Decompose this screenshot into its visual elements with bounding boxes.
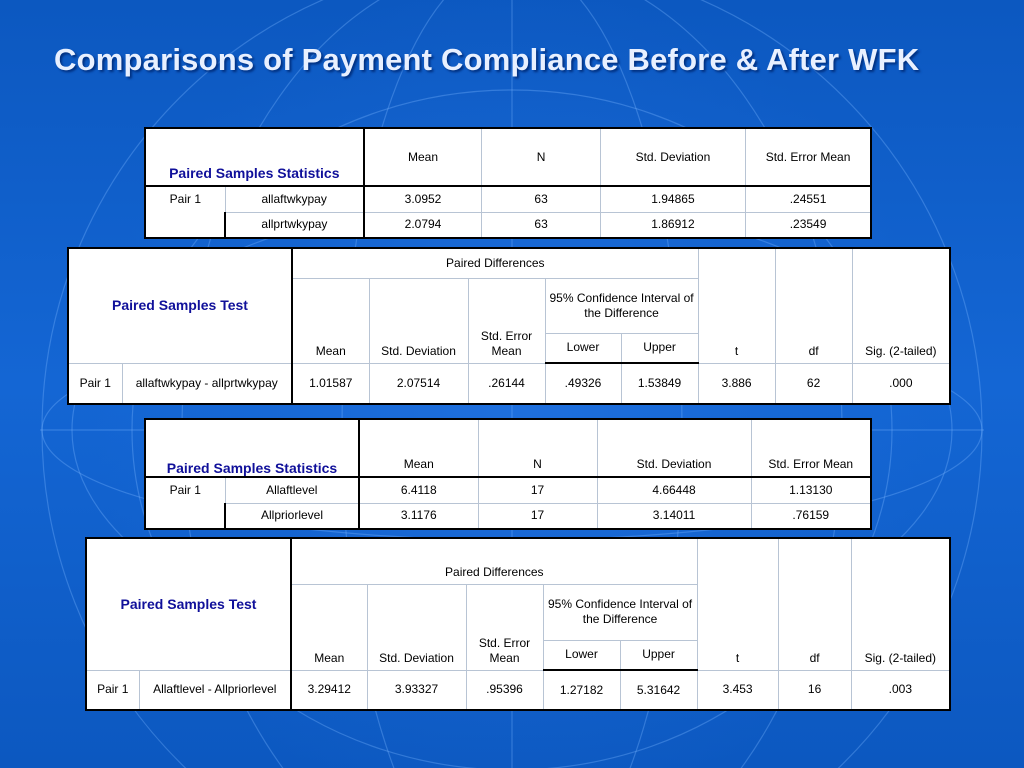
cell-std-error-mean: .95396 (466, 670, 543, 710)
cell-t: 3.453 (697, 670, 778, 710)
col-header-t: t (697, 538, 778, 670)
cell-std-error-mean: 1.13130 (751, 477, 871, 503)
cell-df: 62 (775, 363, 852, 404)
pair-label: Pair 1 (68, 363, 122, 404)
cell-lower: 1.27182 (543, 670, 620, 710)
table-caption: Paired Samples Statistics (145, 128, 364, 186)
table-row (145, 212, 871, 238)
cell-df: 16 (778, 670, 851, 710)
pair-label: Pair 1 (86, 670, 139, 710)
col-header-upper: Upper (621, 333, 698, 363)
col-header-std-deviation: Std. Deviation (367, 584, 466, 670)
group-header-paired-differences: Paired Differences (291, 538, 697, 584)
cell-upper: 1.53849 (621, 363, 698, 404)
paired-samples-test-table-1 (67, 247, 951, 405)
cell-std-error-mean: .24551 (746, 186, 871, 212)
variable-name: allprtwkypay (225, 212, 363, 238)
table-row (145, 186, 871, 212)
col-header-lower: Lower (545, 333, 621, 363)
cell-mean: 3.0952 (364, 186, 482, 212)
cell-std-error-mean: .76159 (751, 503, 871, 529)
cell-sig: .000 (852, 363, 950, 404)
col-header-mean: Mean (291, 584, 367, 670)
col-header-std-deviation: Std. Deviation (600, 128, 745, 186)
table-row (86, 670, 950, 710)
variable-name: allaftwkypay - allprtwkypay (122, 363, 292, 404)
col-header-df: df (775, 248, 852, 363)
col-header-sig: Sig. (2-tailed) (851, 538, 950, 670)
cell-upper: 5.31642 (620, 670, 697, 710)
cell-t: 3.886 (698, 363, 775, 404)
cell-std-error-mean: .23549 (746, 212, 871, 238)
cell-std-deviation: 1.94865 (600, 186, 745, 212)
cell-std-deviation: 1.86912 (600, 212, 745, 238)
col-header-std-error-mean: Std. Error Mean (468, 278, 545, 363)
paired-samples-statistics-table-1 (144, 127, 872, 239)
cell-n: 17 (478, 477, 597, 503)
pair-label-blank (145, 212, 225, 238)
variable-name: Allaftlevel (225, 477, 359, 503)
col-header-df: df (778, 538, 851, 670)
cell-mean: 1.01587 (292, 363, 369, 404)
variable-name: allaftwkypay (225, 186, 363, 212)
group-header-paired-differences: Paired Differences (292, 248, 698, 278)
variable-name: Allpriorlevel (225, 503, 359, 529)
cell-mean: 3.1176 (359, 503, 478, 529)
cell-sig: .003 (851, 670, 950, 710)
col-header-std-deviation: Std. Deviation (597, 419, 751, 477)
col-header-mean: Mean (359, 419, 478, 477)
cell-n: 63 (482, 212, 600, 238)
cell-std-deviation: 2.07514 (369, 363, 468, 404)
cell-mean: 6.4118 (359, 477, 478, 503)
col-header-lower: Lower (543, 640, 620, 670)
table-caption: Paired Samples Test (86, 538, 291, 670)
cell-lower: .49326 (545, 363, 621, 404)
table-caption: Paired Samples Test (68, 248, 292, 363)
table-row (145, 477, 871, 503)
col-header-sig: Sig. (2-tailed) (852, 248, 950, 363)
cell-n: 17 (478, 503, 597, 529)
cell-std-deviation: 3.93327 (367, 670, 466, 710)
ci-header: 95% Confidence Interval of the Difference (545, 278, 698, 333)
pair-label-blank (145, 503, 225, 529)
col-header-std-deviation: Std. Deviation (369, 278, 468, 363)
table-row (145, 503, 871, 529)
variable-name: Allaftlevel - Allpriorlevel (139, 670, 291, 710)
col-header-t: t (698, 248, 775, 363)
col-header-std-error-mean: Std. Error Mean (751, 419, 871, 477)
pair-label: Pair 1 (145, 477, 225, 503)
col-header-mean: Mean (364, 128, 482, 186)
col-header-n: N (478, 419, 597, 477)
table-caption: Paired Samples Statistics (145, 419, 359, 477)
cell-mean: 2.0794 (364, 212, 482, 238)
cell-std-deviation: 4.66448 (597, 477, 751, 503)
col-header-n: N (482, 128, 600, 186)
col-header-upper: Upper (620, 640, 697, 670)
table-row (68, 363, 950, 404)
pair-label: Pair 1 (145, 186, 225, 212)
cell-std-deviation: 3.14011 (597, 503, 751, 529)
col-header-mean: Mean (292, 278, 369, 363)
ci-header: 95% Confidence Interval of the Difference (543, 584, 697, 640)
cell-mean: 3.29412 (291, 670, 367, 710)
col-header-std-error-mean: Std. Error Mean (746, 128, 871, 186)
paired-samples-statistics-table-2 (144, 418, 872, 530)
cell-std-error-mean: .26144 (468, 363, 545, 404)
paired-samples-test-table-2 (85, 537, 951, 711)
col-header-std-error-mean: Std. Error Mean (466, 584, 543, 670)
slide-title: Comparisons of Payment Compliance Before & After WFK (54, 42, 920, 77)
cell-n: 63 (482, 186, 600, 212)
